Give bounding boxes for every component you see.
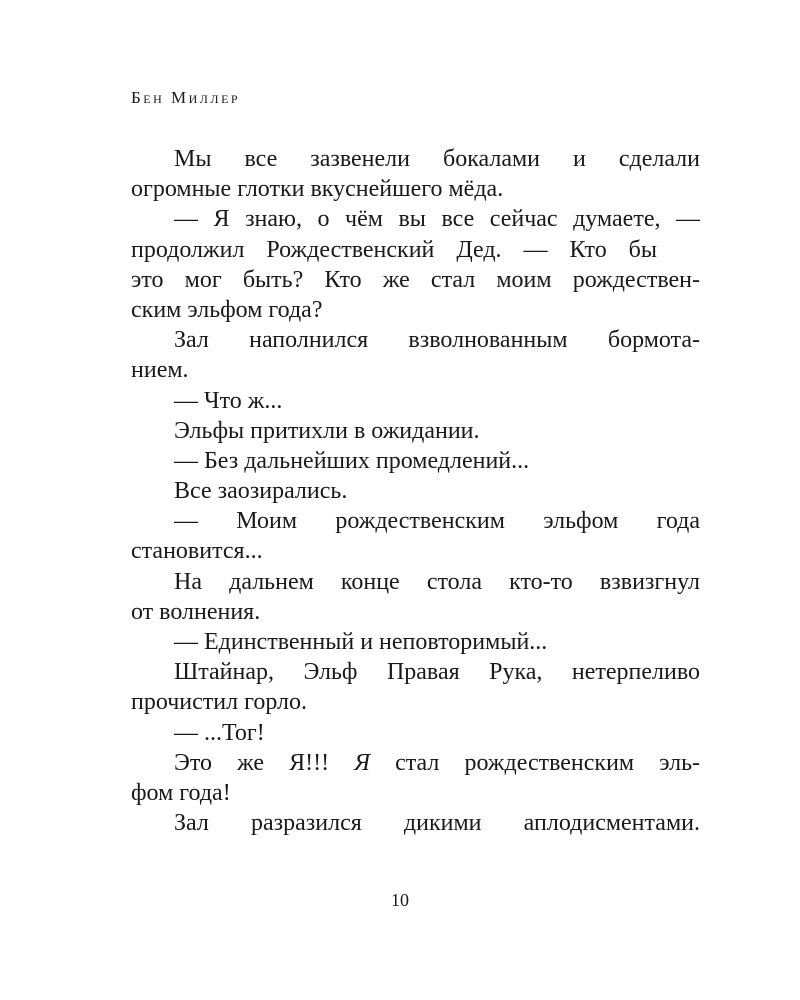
text-line: На дальнем конце стола кто-то взвизгнул [174,568,700,595]
text-segment: Это же Я!!! [174,749,355,776]
text-line: — Моим рождественским эльфом года [174,508,700,535]
page-text [131,144,700,838]
text-line: Штайнар, Эльф Правая Рука, нетерпеливо [174,659,700,686]
text-line: — ...Тог! [174,719,265,746]
running-head: Бен Миллер [131,88,241,107]
text-line: Эльфы притихли в ожидании. [174,417,480,444]
text-line: фом года! [131,779,231,806]
text-line: Все заозирались. [174,478,348,505]
page-number: 10 [391,890,409,910]
text-line: — Единственный и неповторимый... [174,629,548,655]
text-line: прочистил горло. [131,689,308,716]
text-line: Зал разразился дикими аплодисментами. [174,810,700,837]
text-line: продолжил Рождественский Дед. — Кто бы [131,236,657,263]
text-line: становится... [131,538,263,565]
text-line [174,748,700,778]
text-line: нием. [131,357,189,384]
text-line: ским эльфом года? [131,296,323,323]
text-line: Зал наполнился взволнованным бормота- [174,327,700,354]
text-line: огромные глотки вкуснейшего мёда. [131,176,504,203]
text-line: Мы все зазвенели бокалами и сделали [174,146,700,172]
text-line: — Я знаю, о чём вы все сейчас думаете, — [174,206,700,233]
italic-segment: Я [354,749,371,776]
text-segment: стал рождественским эль- [370,749,700,776]
text-line: — Что ж... [174,387,283,414]
text-line: это мог быть? Кто же стал моим рождествен- [131,266,700,293]
text-line: от волнения. [131,598,261,625]
text-line: — Без дальнейших промедлений... [174,447,530,474]
